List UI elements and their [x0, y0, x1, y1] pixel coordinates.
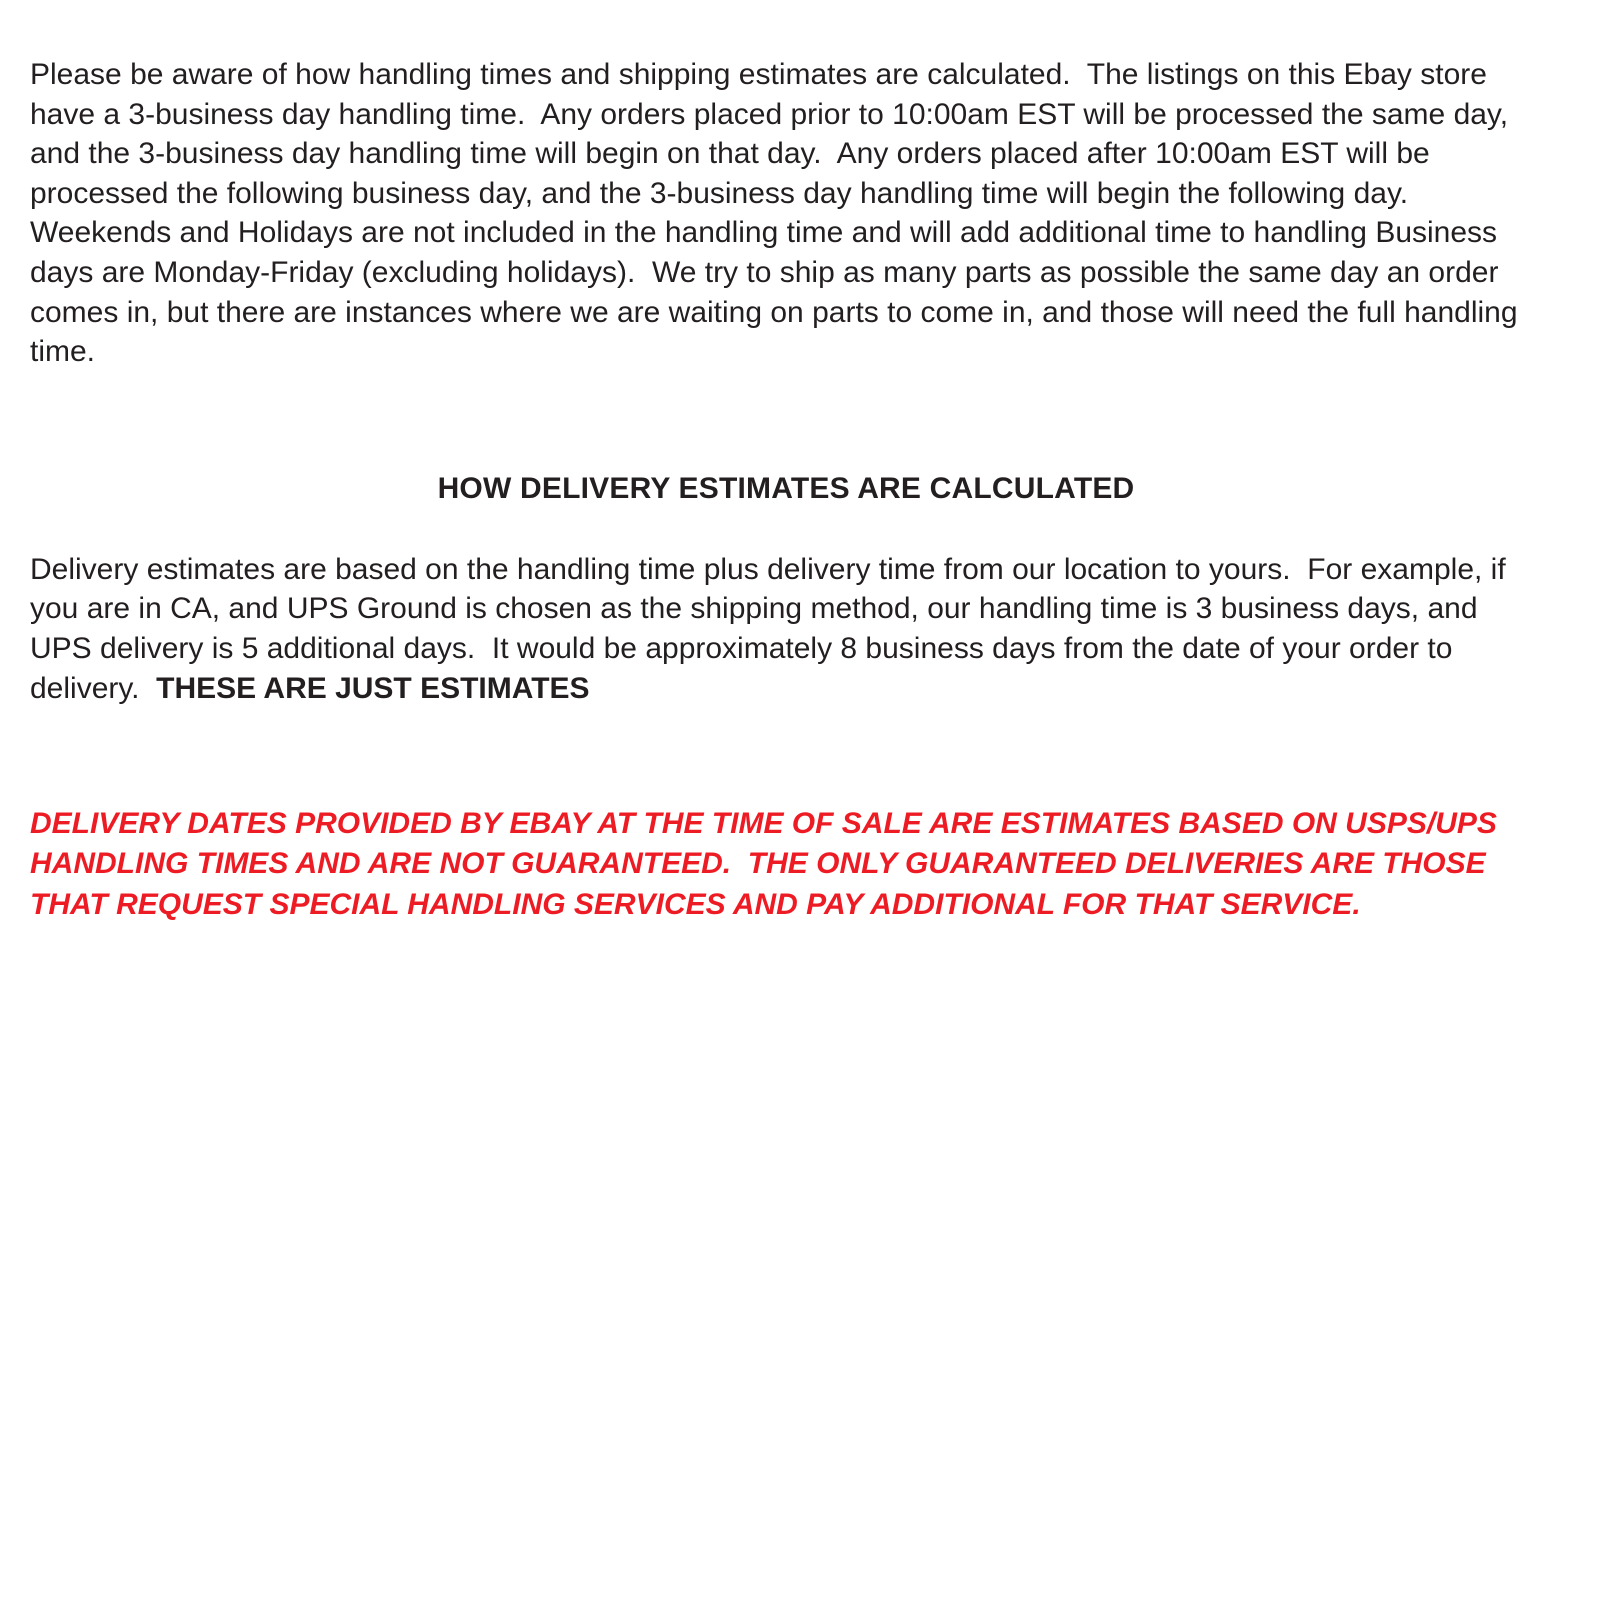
handling-times-paragraph: Please be aware of how handling times and shipping estimates are calculated. The listings on this Ebay store have a 3-business day handling time. Any orders placed prior to 10:00am EST will be processed the same day, and the 3-business day handling time will begin on that day. Any orders placed after 10:00am EST will be processed the following business day, and the 3-business day handling time will begin the following day. Weekends and Holidays are not included in the handling time and will add additional time to handling Business days are Monday-Friday (excluding holidays). We try to ship as many parts as possible the same day an order comes in, but there are instances where we are waiting on parts to come in, and those will need the full handling time. [30, 58, 1526, 369]
delivery-estimates-text: Delivery estimates are based on the handling time plus delivery time from our location to yours. For example, if you are in CA, and UPS Ground is chosen as the shipping method, our handling time is 3 business days, and UPS delivery is 5 additional days. It would be approximately 8 business days from the date of your order to delivery. [30, 552, 1515, 705]
delivery-estimates-paragraph [30, 550, 1542, 708]
estimates-emphasis-text: THESE ARE JUST ESTIMATES [156, 671, 590, 705]
delivery-disclaimer-paragraph: DELIVERY DATES PROVIDED BY EBAY AT THE TIME OF SALE ARE ESTIMATES BASED ON USPS/UPS HANDLING TIMES AND ARE NOT GUARANTEED. THE ONLY GUARANTEED DELIVERIES ARE THOSE THAT REQUEST SPECIAL HANDLING SERVICES AND PAY ADDITIONAL FOR THAT SERVICE. [30, 807, 1506, 921]
delivery-estimates-heading: HOW DELIVERY ESTIMATES ARE CALCULATED [437, 471, 1135, 505]
